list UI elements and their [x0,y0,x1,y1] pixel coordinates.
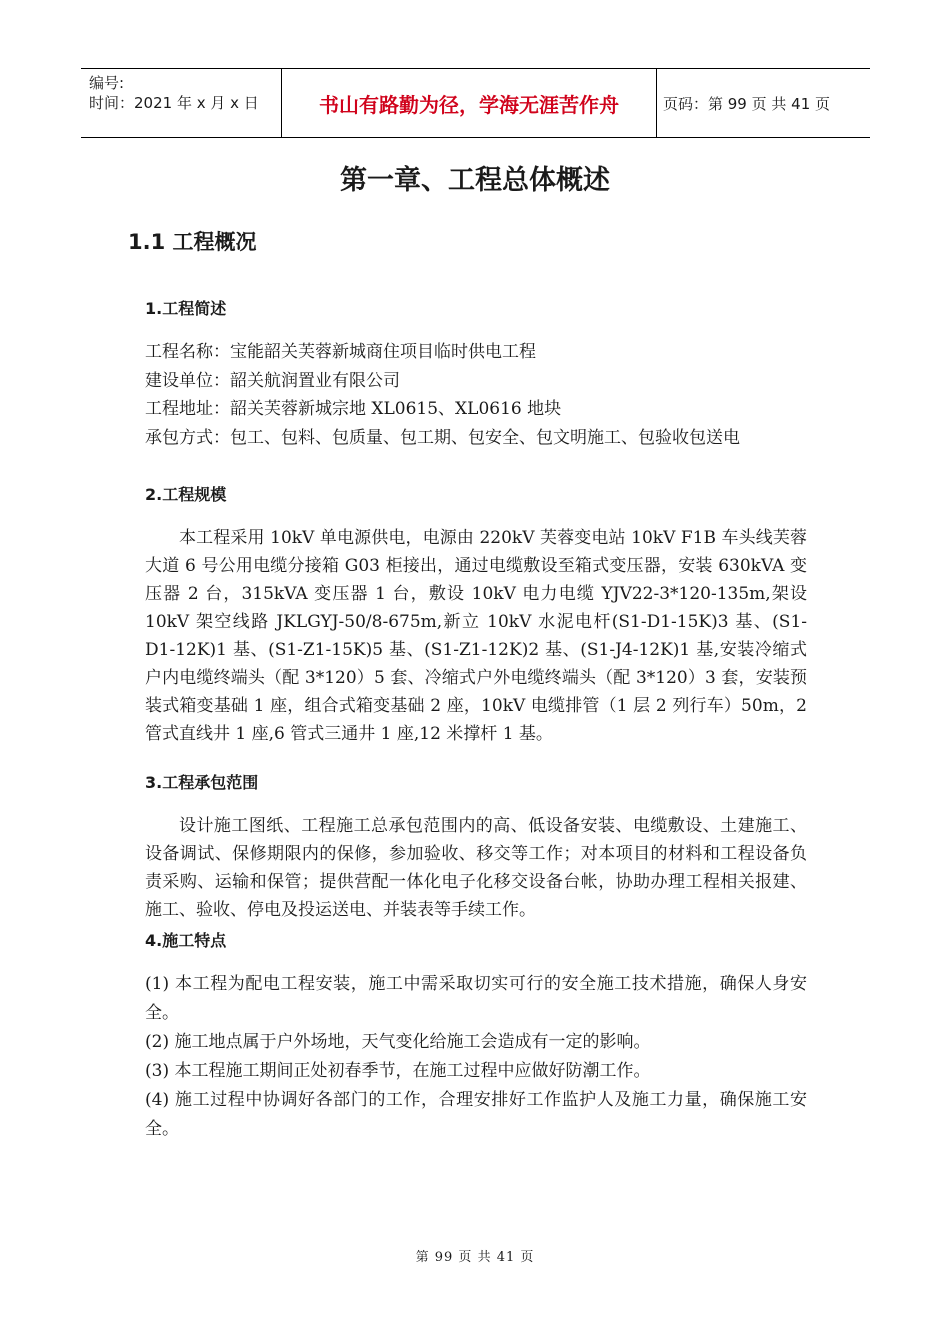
overview-block [145,338,805,452]
scope-paragraph: 设计施工图纸、工程施工总承包范围内的高、低设备安装、电缆敷设、土建施工、设备调试、保修期限内的保修，参加验收、移交等工作；对本项目的材料和工程设备负责采购、运输和保管；提供营配一体化电子化移交设备台帐，协助办理工程相关报建、施工、验收、停电及投运送电、并装表等手续工作。 [145,816,807,920]
header-meta [81,69,281,137]
scale-paragraph: 本工程采用 10kV 单电源供电，电源由 220kV 芙蓉变电站 10kV F1B 车头线芙蓉大道 6 号公用电缆分接箱 G03 柜接出，通过电缆敷设至箱式变压器，安装 630kVA 变压器 2 台，315kVA 变压器 1 台，敷设 10kV 电力电缆 YJV22-3*120-135m,架设 10kV 架空线路 JKLGYJ-50/8-675m,新立 10kV 水泥电杆(S1-D1-15K)3 基、(S1-D1-12K)1 基、(S1-Z1-15K)5 基、(S1-Z1-12K)2 基、(S1-J4-12K)1 基,安装冷缩式户内电缆终端头（配 3*120）5 套、冷缩式户外电缆终端头（配 3*120）3 套，安装预装式箱变基础 1 座，组合式箱变基础 2 座，10kV 电缆排管（1 层 2 列行车）50m，2 管式直线井 1 座,6 管式三通井 1 座,12 米撑杆 1 基。 [145,528,807,744]
time-label: 时间：2021 年 x 月 x 日 [89,94,259,112]
header-page-code: 页码：第 99 页 共 41 页 [663,94,831,113]
list-item: (2) 施工地点属于户外场地，天气变化给施工会造成有一定的影响。 [145,1032,651,1052]
subsection-title-features: 4.施工特点 [145,931,227,950]
subsection-title-scale: 2.工程规模 [145,485,227,504]
subsection-title-scope: 3.工程承包范围 [145,773,259,792]
code-label: 编号: [89,74,125,92]
chapter-title: 第一章、工程总体概述 [340,165,610,196]
project-name: 工程名称：宝能韶关芙蓉新城商住项目临时供电工程 [145,342,536,362]
header-motto: 书山有路勤为径，学海无涯苦作舟 [281,69,657,137]
construction-unit: 建设单位：韶关航润置业有限公司 [145,370,400,391]
project-address: 工程地址：韶关芙蓉新城宗地 XL0615、XL0616 地块 [145,399,562,419]
section-title: 1.1 工程概况 [128,230,257,254]
features-list [145,970,807,1144]
contract-method: 承包方式：包工、包料、包质量、包工期、包安全、包文明施工、包验收包送电 [145,427,740,448]
subsection-title-overview: 1.工程简述 [145,299,227,318]
document-header [81,68,870,138]
list-item: (3) 本工程施工期间正处初春季节，在施工过程中应做好防潮工作。 [145,1061,651,1081]
list-item: (4) 施工过程中协调好各部门的工作，合理安排好工作监护人及施工力量，确保施工安全。 [145,1090,807,1139]
list-item: (1) 本工程为配电工程安装，施工中需采取切实可行的安全施工技术措施，确保人身安全。 [145,974,807,1023]
page-footer: 第 99 页 共 41 页 [415,1250,535,1265]
